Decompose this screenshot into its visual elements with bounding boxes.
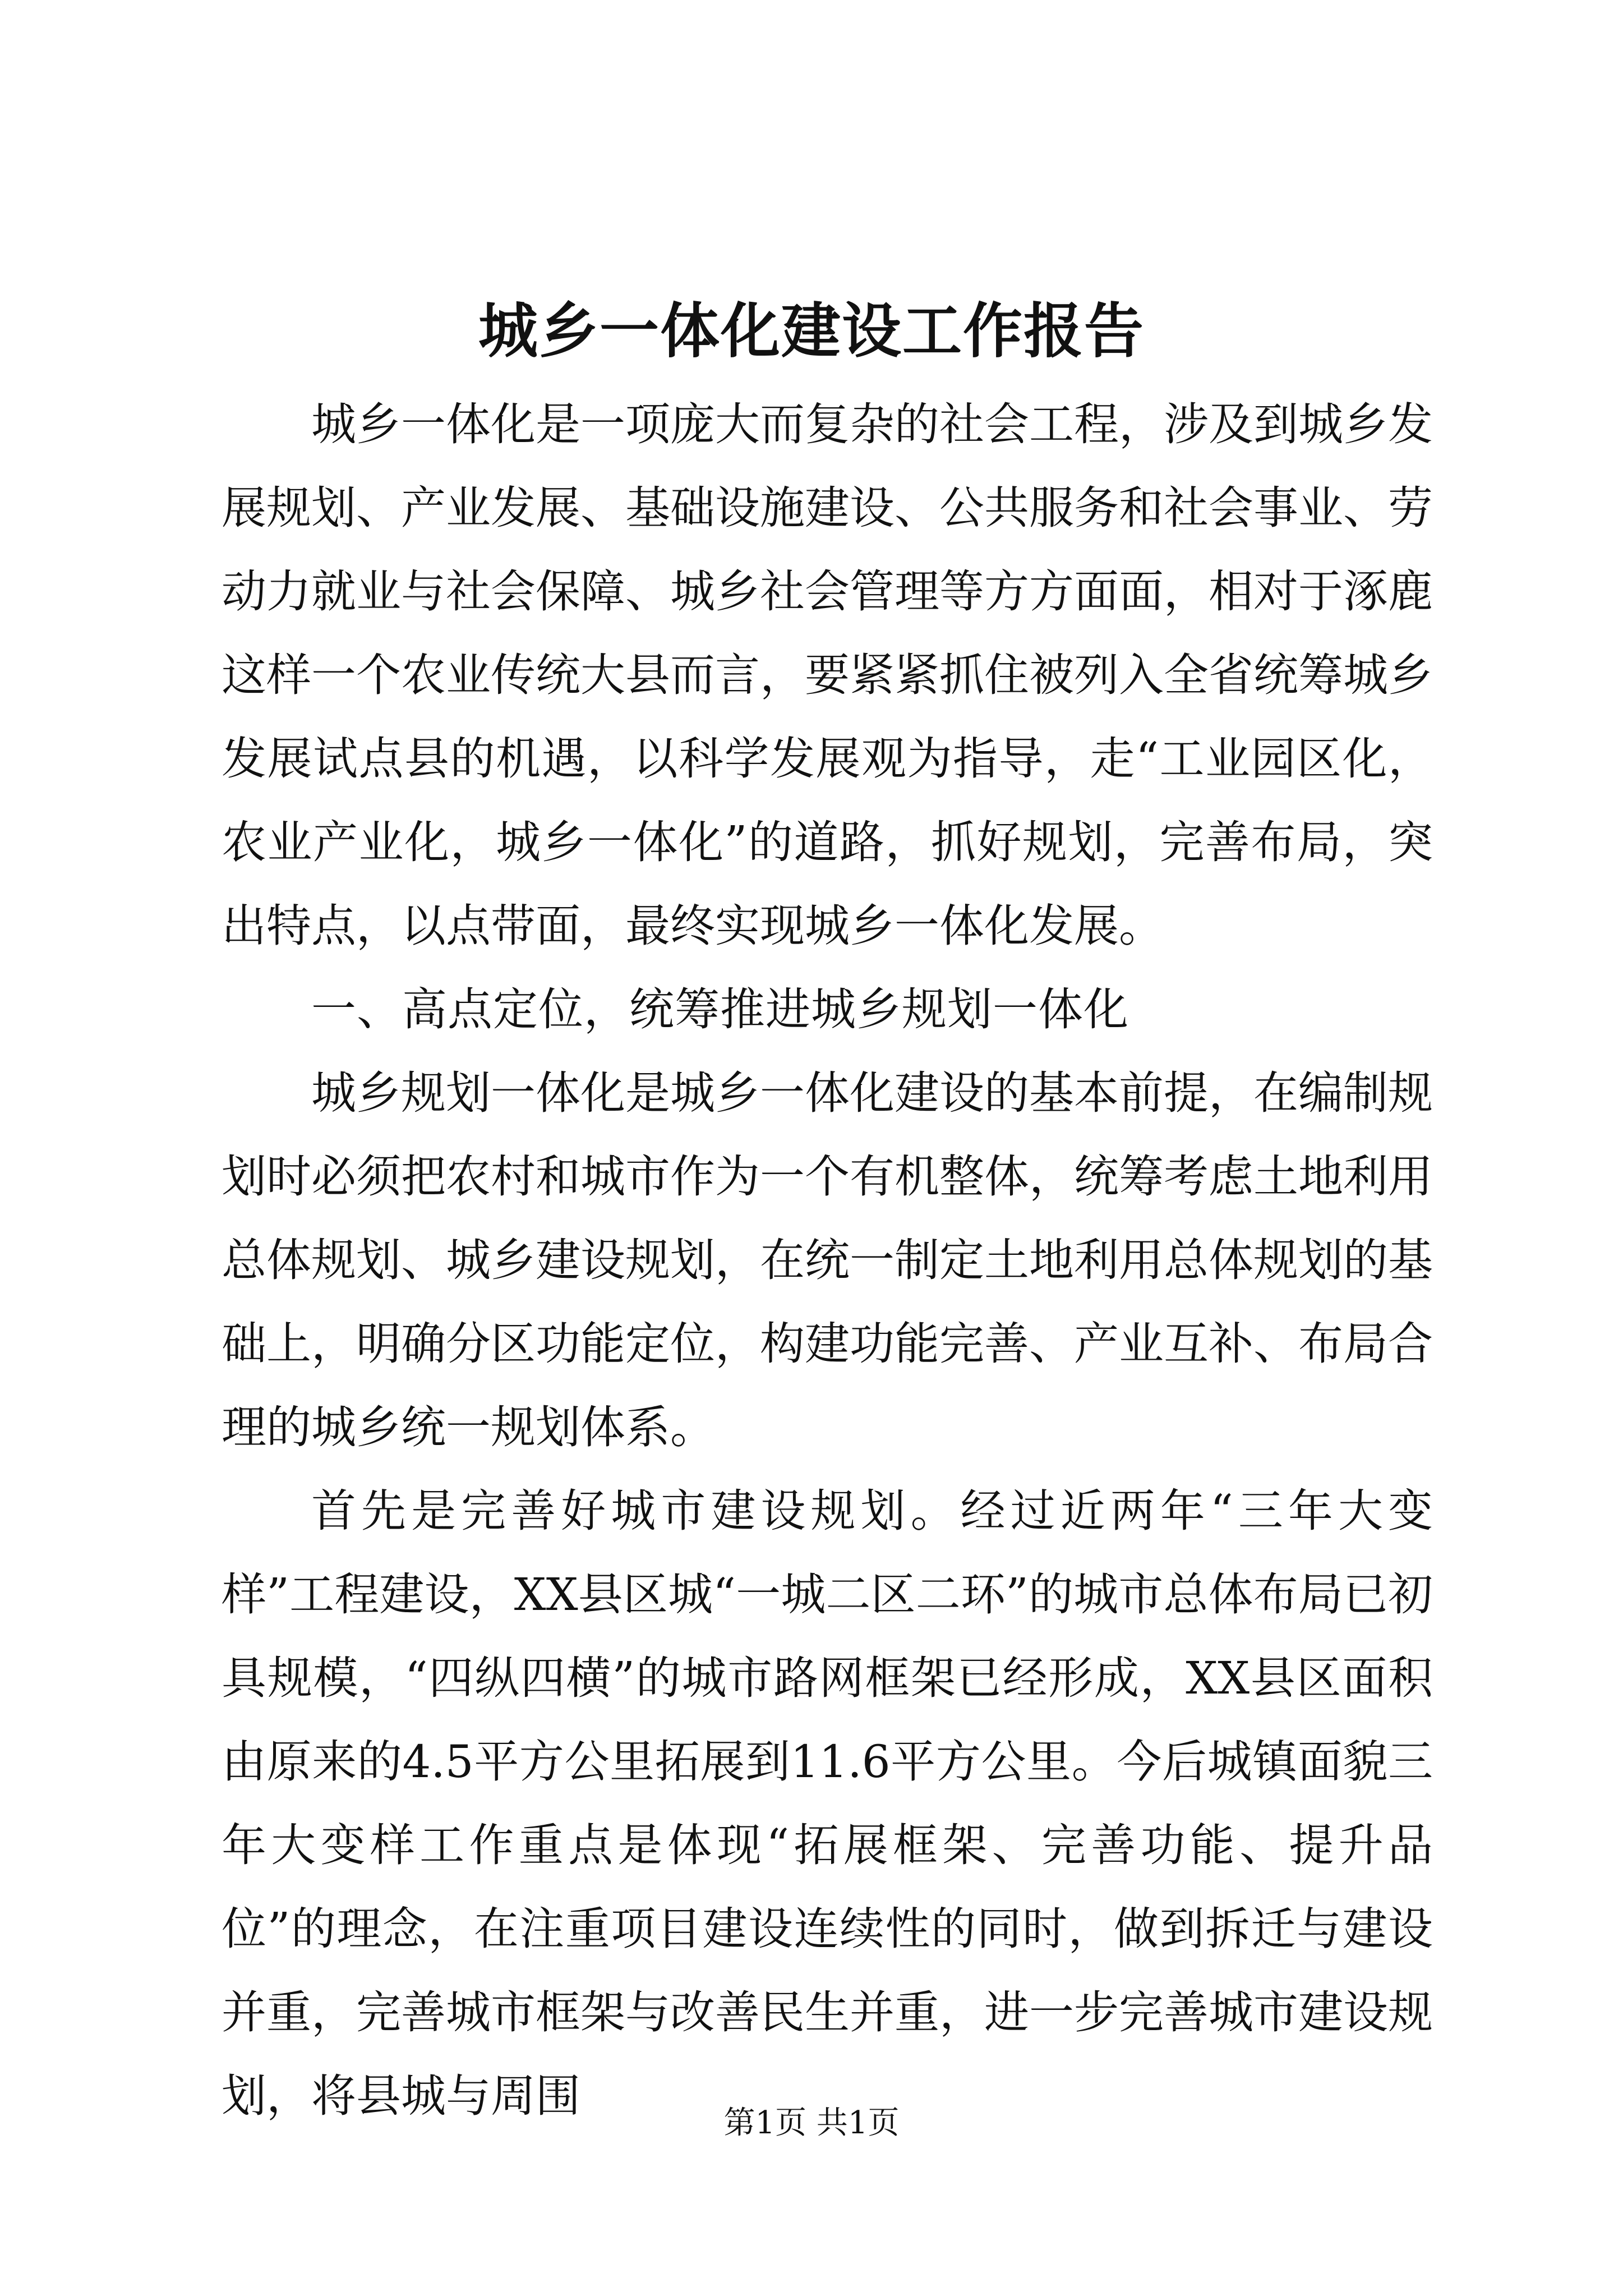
document-title: 城乡一体化建设工作报告: [478, 296, 1145, 366]
paragraph-intro: 城乡一体化是一项庞大而复杂的社会工程，涉及到城乡发展规划、产业发展、基础设施建设、公共服务和社会事业、劳动力就业与社会保障、城乡社会管理等方方面面，相对于涿鹿这样一个农业传统大县而言，要紧紧抓住被列入全省统筹城乡发展试点县的机遇，以科学发展观为指导，走“工业园区化，农业产业化，城乡一体化”的道路，抓好规划，完善布局，突出特点，以点带面，最终实现城乡一体化发展。: [222, 398, 1433, 952]
paragraph-city-planning: 首先是完善好城市建设规划。经过近两年“三年大变样”工程建设，XX县区城“一城二区二环”的城市总体布局已初具规模，“四纵四横”的城市路网框架已经形成，XX县区面积由原来的4.5平方公里拓展到11.6平方公里。今后城镇面貌三年大变样工作重点是体现“拓展框架、完善功能、提升品位”的理念，在注重项目建设连续性的同时，做到拆迁与建设并重，完善城市框架与改善民生并重，进一步完善城市建设规划，将县城与周围: [222, 1485, 1433, 2122]
page-footer: 第1页 共1页: [723, 2105, 900, 2141]
paragraph-planning: 城乡规划一体化是城乡一体化建设的基本前提，在编制规划时必须把农村和城市作为一个有机整体，统筹考虑土地利用总体规划、城乡建设规划，在统一制定土地利用总体规划的基础上，明确分区功能定位，构建功能完善、产业互补、布局合理的城乡统一规划体系。: [222, 1067, 1433, 1453]
section-heading-1: 一、高点定位，统筹推进城乡规划一体化: [311, 983, 1129, 1036]
document-body: [222, 383, 1433, 2138]
